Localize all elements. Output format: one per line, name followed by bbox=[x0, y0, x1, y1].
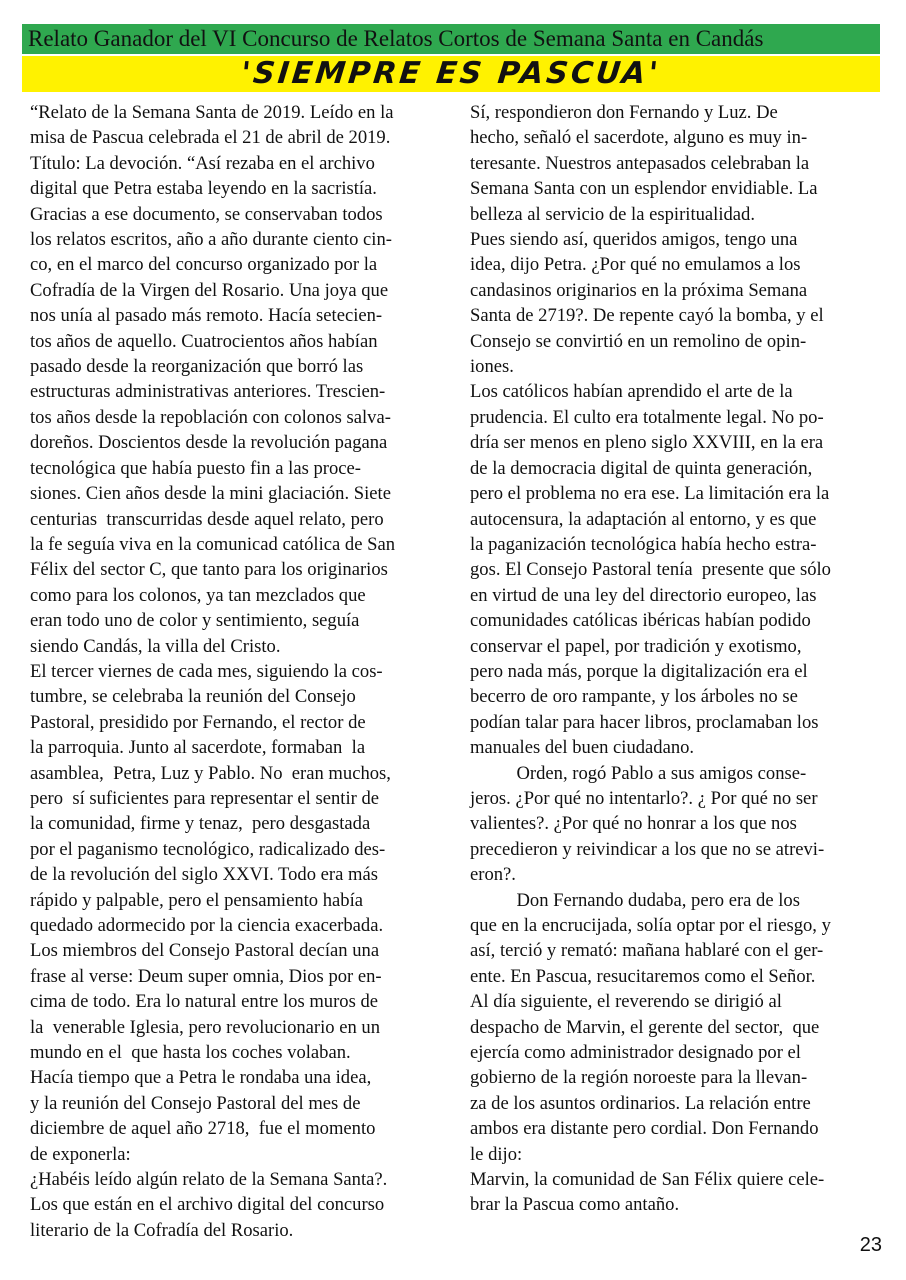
text-line: por el paganismo tecnológico, radicalizado des- bbox=[30, 838, 386, 860]
text-line: de exponerla: bbox=[30, 1143, 131, 1165]
text-line: tos años de aquello. Cuatrocientos años habían bbox=[30, 330, 378, 352]
text-line: jeros. ¿Por qué no intentarlo?. ¿ Por qué no ser bbox=[470, 787, 818, 809]
text-line: Semana Santa con un esplendor envidiable. La bbox=[470, 178, 818, 200]
text-line: asamblea, Petra, Luz y Pablo. No eran muchos, bbox=[30, 762, 391, 784]
text-line: Marvin, la comunidad de San Félix quiere cele- bbox=[470, 1169, 825, 1191]
text-line: hecho, señaló el sacerdote, alguno es muy in- bbox=[470, 127, 808, 149]
text-line: precedieron y reivindicar a los que no se atrevi- bbox=[470, 838, 825, 860]
text-line: Sí, respondieron don Fernando y Luz. De bbox=[470, 102, 778, 123]
text-line: co, en el marco del concurso organizado por la bbox=[30, 254, 378, 276]
text-line: la paganización tecnológica había hecho estra- bbox=[470, 533, 817, 555]
text-line: y la reunión del Consejo Pastoral del mes de bbox=[30, 1092, 361, 1114]
text-line: teresante. Nuestros antepasados celebraban la bbox=[470, 152, 810, 174]
text-line: estructuras administrativas anteriores. Trescien- bbox=[30, 381, 386, 403]
text-line: le dijo: bbox=[470, 1143, 523, 1165]
text-line: mundo en el que hasta los coches volaban. bbox=[30, 1042, 351, 1064]
text-line: que en la encrucijada, solía optar por el riesgo, y bbox=[470, 915, 831, 936]
text-line: despacho de Marvin, el gerente del sector, que bbox=[470, 1016, 820, 1038]
text-line: misa de Pascua celebrada el 21 de abril de 2019. bbox=[30, 127, 391, 149]
header-title: 'SIEMPRE ES PASCUA' bbox=[239, 56, 663, 91]
text-line: la comunidad, firme y tenaz, pero desgastada bbox=[30, 813, 371, 835]
text-column-left bbox=[30, 100, 442, 1243]
text-line: idea, dijo Petra. ¿Por qué no emulamos a los bbox=[470, 254, 801, 276]
text-line: Gracias a ese documento, se conservaban todos bbox=[30, 203, 383, 225]
text-line: cima de todo. Era lo natural entre los muros de bbox=[30, 991, 379, 1013]
text-line: digital que Petra estaba leyendo en la sacristía. bbox=[30, 178, 377, 200]
text-line: manuales del buen ciudadano. bbox=[470, 737, 695, 759]
text-line: conservar el papel, por tradición y exotismo, bbox=[470, 635, 802, 657]
text-line: gobierno de la región noroeste para la llevan- bbox=[470, 1067, 808, 1089]
text-line: la fe seguía viva en la comunicad católica de San bbox=[30, 533, 396, 555]
text-line: za de los asuntos ordinarios. La relación entre bbox=[470, 1092, 811, 1114]
text-line: “Relato de la Semana Santa de 2019. Leído en la bbox=[30, 102, 394, 123]
text-line: así, terció y remató: mañana hablaré con el ger- bbox=[470, 940, 824, 962]
text-line: prudencia. El culto era totalmente legal. No po- bbox=[470, 406, 824, 428]
text-line: gos. El Consejo Pastoral tenía presente que sólo bbox=[470, 559, 831, 581]
text-line: ejercía como administrador designado por el bbox=[470, 1042, 801, 1064]
text-line: brar la Pascua como antaño. bbox=[470, 1194, 680, 1216]
text-line: tos años desde la repoblación con colonos salva- bbox=[30, 406, 391, 428]
text-line: nos unía al pasado más remoto. Hacía setecien- bbox=[30, 305, 383, 327]
text-line: autocensura, la adaptación al entorno, y es que bbox=[470, 508, 817, 530]
text-line: doreños. Doscientos desde la revolución pagana bbox=[30, 432, 388, 454]
text-line: rápido y palpable, pero el pensamiento había bbox=[30, 889, 364, 911]
text-line: Hacía tiempo que a Petra le rondaba una idea, bbox=[30, 1067, 372, 1089]
text-line: tecnológica que había puesto fin a las proce- bbox=[30, 457, 361, 479]
text-line: como para los colonos, ya tan mezclados que bbox=[30, 584, 366, 606]
text-line: de la democracia digital de quinta generación, bbox=[470, 457, 813, 479]
text-line: siendo Candás, la villa del Cristo. bbox=[30, 635, 281, 657]
text-line: Los miembros del Consejo Pastoral decían una bbox=[30, 940, 380, 962]
text-line: comunidades católicas ibéricas habían podido bbox=[470, 610, 811, 632]
text-line: Pues siendo así, queridos amigos, tengo una bbox=[470, 229, 798, 251]
text-line: ambos era distante pero cordial. Don Fernando bbox=[470, 1118, 819, 1140]
text-line: pero nada más, porque la digitalización era el bbox=[470, 660, 808, 682]
text-line: tumbre, se celebraba la reunión del Consejo bbox=[30, 686, 356, 708]
page-number: 23 bbox=[859, 1234, 882, 1256]
text-line: Cofradía de la Virgen del Rosario. Una joya que bbox=[30, 279, 389, 301]
text-line: los relatos escritos, año a año durante ciento cin- bbox=[30, 229, 392, 251]
text-line: centurias transcurridas desde aquel relato, pero bbox=[30, 508, 384, 530]
text-line: ¿Habéis leído algún relato de la Semana Santa?. bbox=[30, 1169, 388, 1191]
header-subtitle-band bbox=[22, 24, 880, 54]
text-line: dría ser menos en pleno siglo XXVIII, en la era bbox=[470, 432, 824, 454]
text-line: eron?. bbox=[470, 864, 516, 886]
text-line: Los que están en el archivo digital del concurso bbox=[30, 1194, 385, 1216]
text-line: eran todo uno de color y sentimiento, seguía bbox=[30, 610, 360, 632]
text-line: Título: La devoción. “Así rezaba en el archivo bbox=[30, 152, 375, 174]
text-line: becerro de oro rampante, y los árboles no se bbox=[470, 686, 798, 708]
text-line: la parroquia. Junto al sacerdote, formaban la bbox=[30, 737, 366, 759]
text-line: Pastoral, presidido por Fernando, el rector de bbox=[30, 711, 366, 733]
text-line: Santa de 2719?. De repente cayó la bomba, y el bbox=[470, 305, 824, 327]
text-line: siones. Cien años desde la mini glaciación. Siete bbox=[30, 483, 391, 505]
text-line: Félix del sector C, que tanto para los originarios bbox=[30, 559, 388, 581]
text-line: Don Fernando dudaba, pero era de los bbox=[470, 889, 800, 911]
text-line: de la revolución del siglo XXVI. Todo era más bbox=[30, 864, 378, 886]
text-column-right bbox=[470, 100, 882, 1218]
text-line: quedado adormecido por la ciencia exacerbada. bbox=[30, 915, 384, 936]
text-line: la venerable Iglesia, pero revolucionario en un bbox=[30, 1016, 381, 1038]
text-line: ente. En Pascua, resucitaremos como el Señor. bbox=[470, 965, 816, 987]
header-subtitle: Relato Ganador del VI Concurso de Relatos Cortos de Semana Santa en Candás bbox=[28, 26, 764, 51]
text-line: Consejo se convirtió en un remolino de opin- bbox=[470, 330, 807, 352]
text-line: Al día siguiente, el reverendo se dirigió al bbox=[470, 991, 782, 1013]
text-line: en virtud de una ley del directorio europeo, las bbox=[470, 584, 817, 606]
text-line: Orden, rogó Pablo a sus amigos conse- bbox=[470, 762, 807, 784]
text-line: pasado desde la reorganización que borró las bbox=[30, 356, 364, 378]
text-line: El tercer viernes de cada mes, siguiendo la cos- bbox=[30, 660, 383, 682]
header-title-band bbox=[22, 56, 880, 92]
text-line: belleza al servicio de la espiritualidad. bbox=[470, 203, 755, 225]
text-line: pero el problema no era ese. La limitación era la bbox=[470, 483, 830, 505]
text-line: diciembre de aquel año 2718, fue el momento bbox=[30, 1118, 376, 1140]
text-line: frase al verse: Deum super omnia, Dios por en- bbox=[30, 965, 382, 987]
text-line: iones. bbox=[470, 356, 514, 378]
text-line: literario de la Cofradía del Rosario. bbox=[30, 1219, 294, 1241]
text-line: candasinos originarios en la próxima Semana bbox=[470, 279, 808, 301]
text-line: podían talar para hacer libros, proclamaban los bbox=[470, 711, 819, 733]
text-line: Los católicos habían aprendido el arte de la bbox=[470, 381, 793, 403]
text-line: valientes?. ¿Por qué no honrar a los que nos bbox=[470, 813, 797, 835]
text-line: pero sí suficientes para representar el sentir de bbox=[30, 787, 379, 809]
